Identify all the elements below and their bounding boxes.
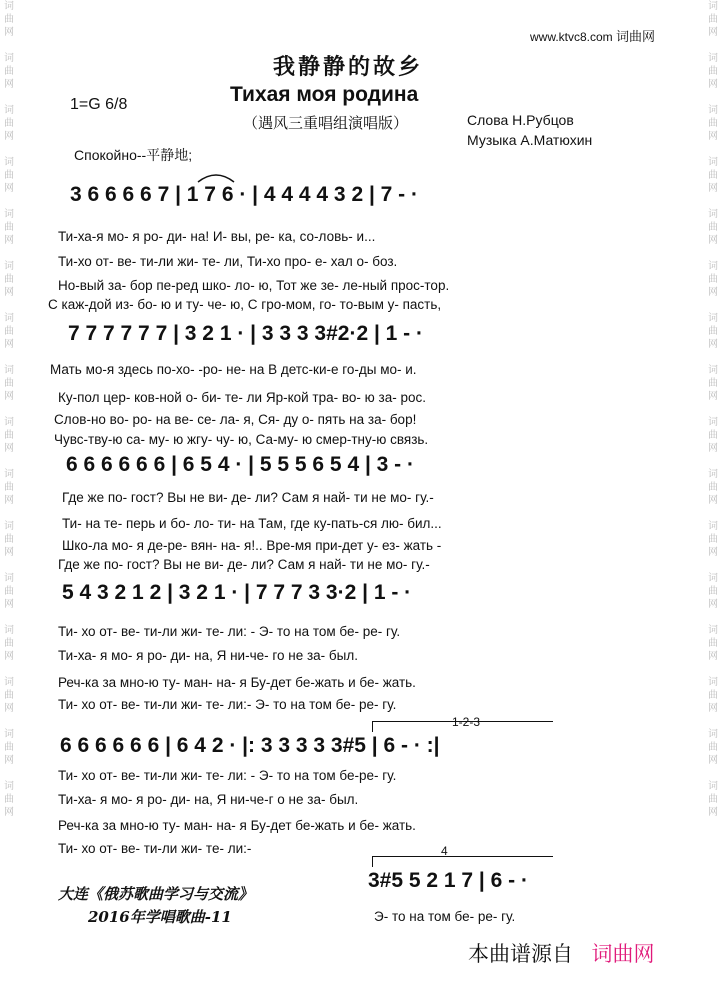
site-url-text: www.ktvc8.com [530,30,613,44]
lyric-line: Слов-но во- ро- на ве- се- ла- я, Ся- ду о- пять на за- бор! [54,412,417,427]
watermark-char: 网 [4,79,14,90]
watermark-char: 网 [708,183,718,194]
volta-bracket [372,856,553,867]
watermark-char: 曲 [708,482,718,493]
watermark-gap [706,819,720,832]
watermark-gap [2,39,16,52]
watermark-char: 词 [4,469,14,480]
watermark-char: 网 [708,391,718,402]
watermark-gap [2,819,16,832]
watermark-char: 词 [708,53,718,64]
watermark-char: 词 [708,729,718,740]
watermark-char: 曲 [4,794,14,805]
watermark-char: 网 [4,235,14,246]
watermark-gap [706,403,720,416]
notes-system-1: 3 6 6 6 6 7 | 1 7 6 · | 4 4 4 4 3 2 | 7 - · [70,183,418,206]
lyric-line: Ти- хо от- ве- ти-ли жи- те- ли: - Э- то на том бе-ре- гу. [58,768,397,783]
watermark-char: 网 [708,79,718,90]
notes-system-2: 7 7 7 7 7 7 | 3 2 1 · | 3 3 3 3#2·2 | 1 - · [68,322,424,345]
watermark-char: 曲 [4,14,14,25]
lyric-line: Ти- хо от- ве- ти-ли жи- те- ли:- [58,841,252,856]
volta-label: 1-2-3 [452,715,481,729]
watermark-char: 网 [708,807,718,818]
watermark-gap [706,767,720,780]
lyric-line: Мать мо-я здесь по-хо- -ро- не- на В детс-ки-е го-ды мо- и. [50,362,417,377]
watermark-char: 词 [708,677,718,688]
watermark-char: 网 [708,495,718,506]
slur-mark [196,170,236,184]
lyric-line: С каж-дой из- бо- ю и ту- че- ю, С гро-мом, го- то-вым у- пасть, [48,297,442,312]
watermark-char: 曲 [708,326,718,337]
watermark-char: 曲 [708,742,718,753]
watermark-gap [2,195,16,208]
tempo-marking: Спокойно--平静地; [74,147,193,163]
watermark-gap [706,663,720,676]
lyric-line: Реч-ка за мно-ю ту- ман- на- я Бу-дет бе-жать и бе- жать. [58,818,416,833]
watermark-gap [2,143,16,156]
watermark-char: 网 [4,183,14,194]
lyric-line: Ти- на те- перь и бо- ло- ти- на Там, где ку-пать-ся лю- бил... [62,516,442,531]
volta-label: 4 [441,844,448,858]
watermark-gap [706,91,720,104]
watermark-char: 词 [708,1,718,12]
site-url[interactable] [530,26,655,45]
watermark-char: 曲 [4,170,14,181]
watermark-char: 词 [4,105,14,116]
watermark-gap [706,351,720,364]
watermark-char: 曲 [708,638,718,649]
watermark-char: 网 [708,235,718,246]
composer: Музыка А.Матюхин [467,132,593,148]
watermark-char: 曲 [4,66,14,77]
watermark-char: 网 [4,807,14,818]
watermark-char: 曲 [708,378,718,389]
watermark-char: 曲 [708,690,718,701]
notes-system-3: 6 6 6 6 6 6 | 6 5 4 · | 5 5 5 6 5 4 | 3 - · [66,453,414,476]
watermark-char: 曲 [4,638,14,649]
watermark-gap [2,403,16,416]
watermark-gap [706,559,720,572]
watermark-char: 曲 [708,66,718,77]
watermark-char: 网 [708,287,718,298]
watermark-char: 词 [708,261,718,272]
lyric-line: Ти-ха- я мо- я ро- ди- на, Я ни-че- го не за- был. [58,648,358,663]
watermark-char: 词 [4,677,14,688]
watermark-char: 词 [708,417,718,428]
watermark-gap [706,299,720,312]
watermark-char: 曲 [708,118,718,129]
source-brand[interactable]: 词曲网 [591,943,655,966]
title-russian: Тихая моя родина [230,83,419,106]
title-chinese: 我静静的故乡 [273,54,424,80]
lyric-line: Ти- хо от- ве- ти-ли жи- те- ли: - Э- то на том бе- ре- гу. [58,624,401,639]
watermark-gap [706,507,720,520]
watermark-left [2,0,16,832]
watermark-char: 词 [4,209,14,220]
watermark-char: 曲 [708,14,718,25]
watermark-gap [706,143,720,156]
watermark-gap [706,247,720,260]
lyric-line: Реч-ка за мно-ю ту- ман- на- я Бу-дет бе-жать и бе- жать. [58,675,416,690]
watermark-char: 网 [708,547,718,558]
lyric-line: Э- то на том бе- ре- гу. [374,909,516,924]
watermark-char: 曲 [4,222,14,233]
watermark-char: 网 [4,27,14,38]
watermark-char: 词 [4,365,14,376]
key-signature: 1=G 6/8 [70,96,128,113]
watermark-char: 网 [4,651,14,662]
watermark-char: 曲 [708,274,718,285]
watermark-gap [2,507,16,520]
notes-system-4: 5 4 3 2 1 2 | 3 2 1 · | 7 7 7 3 3·2 | 1 - · [62,581,412,604]
lyric-line: Ку-пол цер- ков-ной о- би- те- ли Яр-кой тра- во- ю за- рос. [58,390,426,405]
watermark-char: 曲 [708,170,718,181]
watermark-char: 网 [4,391,14,402]
watermark-char: 曲 [4,690,14,701]
watermark-char: 词 [4,157,14,168]
watermark-gap [2,611,16,624]
watermark-char: 词 [4,573,14,584]
watermark-char: 曲 [708,430,718,441]
lyricist: Слова Н.Рубцов [467,112,574,128]
watermark-char: 曲 [708,534,718,545]
lyric-line: Ти- хо от- ве- ти-ли жи- те- ли:- Э- то на том бе- ре- гу. [58,697,397,712]
watermark-char: 网 [708,27,718,38]
watermark-char: 网 [4,599,14,610]
watermark-char: 曲 [4,378,14,389]
lyric-line: Чувс-тву-ю са- му- ю жгу- чу- ю, Са-му- ю смер-тну-ю связь. [54,432,429,447]
watermark-char: 曲 [4,482,14,493]
watermark-char: 曲 [4,742,14,753]
watermark-char: 词 [4,521,14,532]
watermark-char: 词 [708,521,718,532]
watermark-char: 网 [4,131,14,142]
watermark-char: 网 [4,287,14,298]
watermark-char: 词 [708,469,718,480]
watermark-char: 词 [708,573,718,584]
watermark-char: 网 [708,131,718,142]
watermark-char: 词 [4,261,14,272]
watermark-gap [2,715,16,728]
watermark-char: 网 [708,755,718,766]
watermark-gap [2,91,16,104]
watermark-char: 词 [4,729,14,740]
watermark-char: 词 [708,313,718,324]
watermark-gap [2,767,16,780]
watermark-char: 词 [708,105,718,116]
version-note: （遇风三重唱组演唱版） [243,115,409,132]
watermark-char: 曲 [4,118,14,129]
watermark-char: 词 [708,625,718,636]
watermark-char: 词 [4,625,14,636]
watermark-gap [706,611,720,624]
watermark-char: 词 [708,781,718,792]
watermark-right [706,0,720,832]
watermark-gap [2,455,16,468]
site-brand-text: 词曲网 [616,29,656,44]
watermark-gap [706,195,720,208]
watermark-char: 词 [4,1,14,12]
watermark-char: 网 [708,339,718,350]
watermark-char: 词 [4,313,14,324]
watermark-gap [2,299,16,312]
watermark-char: 词 [4,781,14,792]
watermark-char: 网 [4,755,14,766]
watermark-char: 词 [708,157,718,168]
watermark-char: 词 [708,209,718,220]
watermark-gap [706,455,720,468]
lyric-line: Ти-хо от- ве- ти-ли жи- те- ли, Ти-хо про- е- хал о- боз. [58,254,398,269]
watermark-gap [2,559,16,572]
watermark-char: 曲 [4,534,14,545]
watermark-char: 网 [708,443,718,454]
lyric-line: Где же по- гост? Вы не ви- де- ли? Сам я най- ти не мо- гу.- [58,557,430,572]
lyric-line: Ти-ха- я мо- я ро- ди- на, Я ни-че-г о не за- был. [58,792,359,807]
watermark-gap [2,351,16,364]
notes-system-5: 6 6 6 6 6 6 | 6 4 2 · |: 3 3 3 3 3#5 | 6 - · :| [60,734,440,757]
lyric-line: Шко-ла мо- я де-ре- вян- на- я!.. Вре-мя при-дет у- ез- жать - [62,538,442,553]
watermark-char: 网 [708,651,718,662]
watermark-char: 曲 [708,586,718,597]
watermark-char: 网 [4,495,14,506]
watermark-char: 曲 [4,326,14,337]
watermark-char: 网 [4,547,14,558]
source-text: 本曲谱源自 [468,943,573,966]
lyric-line: Ти-ха-я мо- я ро- ди- на! И- вы, ре- ка, со-ловь- и... [58,229,376,244]
watermark-char: 网 [4,703,14,714]
watermark-char: 网 [708,599,718,610]
lyric-line: Где же по- гост? Вы не ви- де- ли? Сам я най- ти не мо- гу.- [62,490,434,505]
notes-system-6: 3#5 5 2 1 7 | 6 - · [368,869,528,892]
watermark-char: 网 [4,339,14,350]
watermark-char: 词 [4,53,14,64]
watermark-gap [706,39,720,52]
watermark-char: 曲 [708,794,718,805]
watermark-char: 曲 [4,274,14,285]
watermark-char: 曲 [708,222,718,233]
lyric-line: Но-вый за- бор пе-ред шко- ло- ю, Тот же зе- ле-ный прос-тор. [58,278,450,293]
watermark-char: 曲 [4,586,14,597]
credit-line-2: 2016年学唱歌曲-11 [88,908,232,926]
credit-line-1: 大连《俄苏歌曲学习与交流》 [58,885,254,903]
watermark-char: 曲 [4,430,14,441]
watermark-gap [2,663,16,676]
watermark-gap [2,247,16,260]
watermark-char: 词 [4,417,14,428]
watermark-char: 网 [4,443,14,454]
watermark-gap [706,715,720,728]
watermark-char: 网 [708,703,718,714]
source-note [468,938,654,968]
watermark-char: 词 [708,365,718,376]
